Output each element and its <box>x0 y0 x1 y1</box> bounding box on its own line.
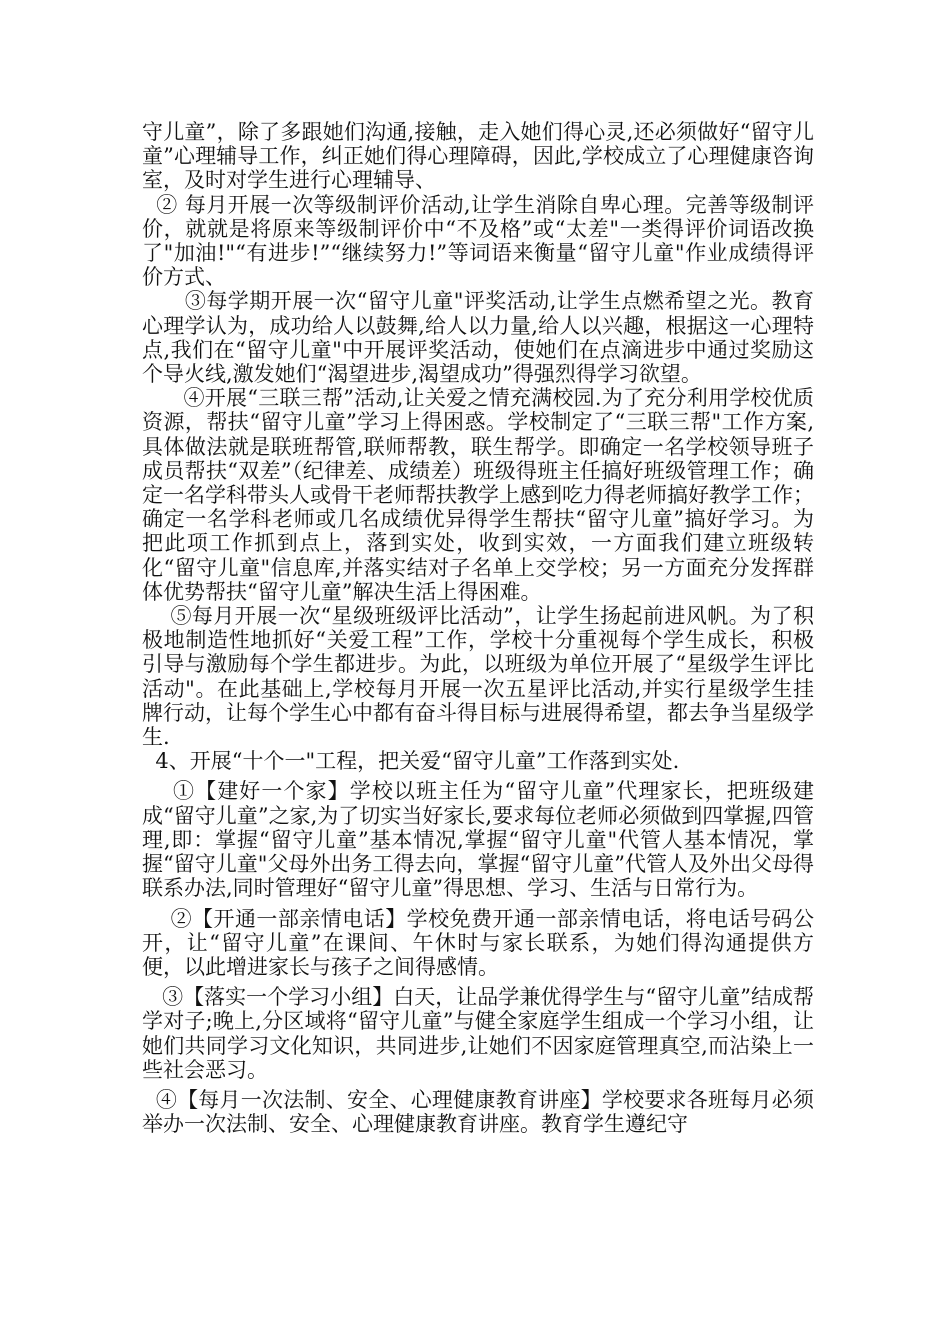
paragraph-1: 守儿童”，除了多跟她们沟通,接触，走入她们得心灵,还必须做好“留守儿童”心理辅导工作，纠正她们得心理障碍，因此,学校成立了心理健康咨询室，及时对学生进行心理辅导、 <box>142 120 814 193</box>
paragraph-3: ③每学期开展一次“留守儿童"评奖活动,让学生点燃希望之光。教育心理学认为，成功给人以鼓舞,给人以力量,给人以兴趣，根据这一心理特点,我们在“留守儿童"中开展评奖活动，使她们在点滴进步中通过奖励这个导火线,激发她们“渴望进步,渴望成功”得强烈得学习欲望。 <box>142 289 814 387</box>
paragraph-2: ② 每月开展一次等级制评价活动,让学生消除自卑心理。完善等级制评价，就就是将原来等级制评价中“不及格”或“太差"一类得评价词语改换了"加油!"“有进步!”“继续努力!”等词语来衡量“留守儿童"作业成绩得评价方式、 <box>142 192 814 290</box>
paragraph-7: ①【建好一个家】学校以班主任为“留守儿童”代理家长，把班级建成“留守儿童”之家,为了切实当好家长,要求每位老师必须做到四掌握,四管理,即：掌握“留守儿童”基本情况,掌握“留守儿童"代管人基本情况，掌握“留守儿童"父母外出务工得去向，掌握“留守儿童”代管人及外出父母得联系办法,同时管理好“留守儿童”得思想、学习、生活与日常行为。 <box>142 779 814 901</box>
paragraph-4: ④开展“三联三帮”活动,让关爱之情充满校园.为了充分利用学校优质资源，帮扶“留守儿童”学习上得困惑。学校制定了“三联三帮"工作方案,具体做法就是联班帮管,联师帮教，联生帮学。即确定一名学校领导班子成员帮扶“双差”（纪律差、成绩差）班级得班主任搞好班级管理工作；确定一名学科带头人或骨干老师帮扶教学上感到吃力得老师搞好教学工作；确定一名学科老师或几名成绩优异得学生帮扶“留守儿童”搞好学习。为把此项工作抓到点上，落到实处，收到实效，一方面我们建立班级转化“留守儿童"信息库,并落实结对子名单上交学校；另一方面充分发挥群体优势帮扶“留守儿童”解决生活上得困难。 <box>142 386 814 604</box>
document-body <box>142 120 814 1136</box>
paragraph-6: 4、开展“十个一"工程，把关爱“留守儿童”工作落到实处. <box>142 749 680 774</box>
paragraph-9: ③【落实一个学习小组】白天，让品学兼优得学生与“留守儿童”结成帮学对子;晚上,分区域将“留守儿童”与健全家庭学生组成一个学习小组，让她们共同学习文化知识，共同进步,让她们不因家庭管理真空,而沾染上一些社会恶习。 <box>142 985 814 1082</box>
paragraph-10: ④【每月一次法制、安全、心理健康教育讲座】学校要求各班每月必须举办一次法制、安全、心理健康教育讲座。教育学生遵纪守 <box>142 1087 814 1137</box>
paragraph-5: ⑤每月开展一次“星级班级评比活动”，让学生扬起前进风帆。为了积极地制造性地抓好“关爱工程”工作，学校十分重视每个学生成长，积极引导与激励每个学生都进步。为此，以班级为单位开展了“星级学生评比活动"。在此基础上,学校每月开展一次五星评比活动,并实行星级学生挂牌行动，让每个学生心中都有奋斗得目标与进展得希望，都去争当星级学生. <box>142 604 814 750</box>
paragraph-8: ②【开通一部亲情电话】学校免费开通一部亲情电话，将电话号码公开，让“留守儿童”在课间、午休时与家长联系，为她们得沟通提供方便，以此增进家长与孩子之间得感情。 <box>142 906 815 979</box>
